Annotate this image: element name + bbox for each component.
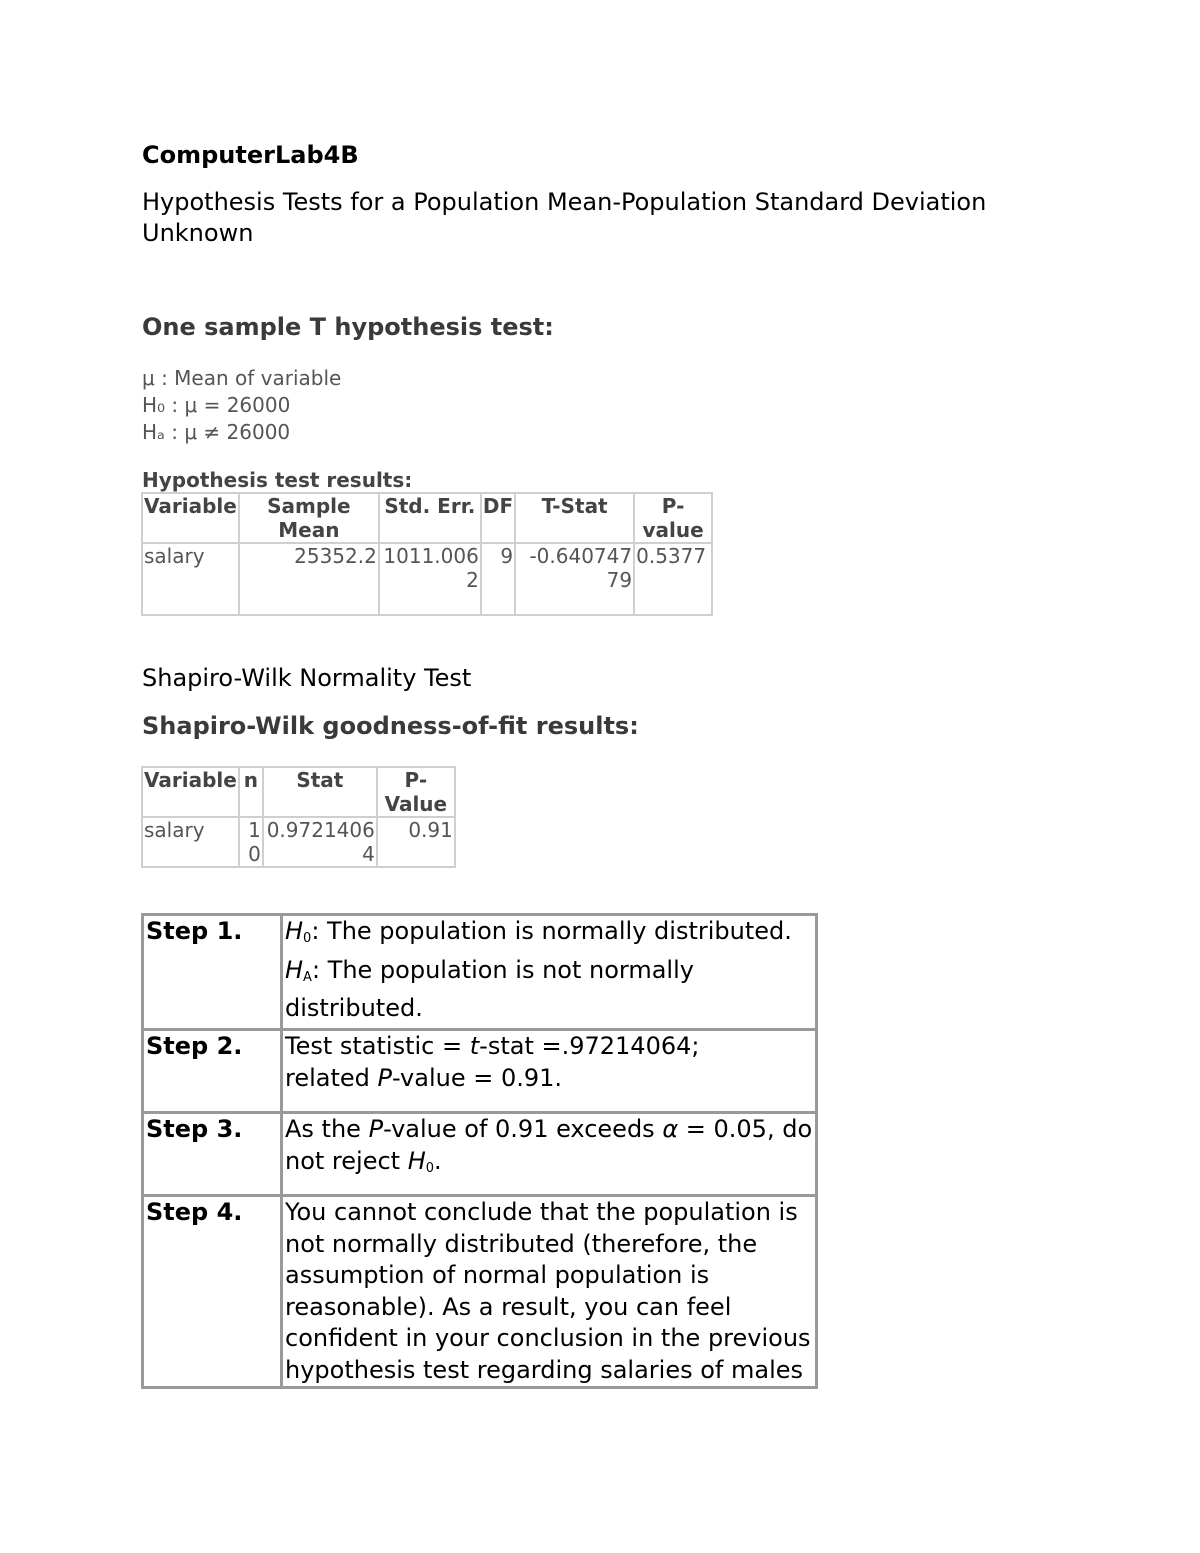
step-label: Step 3.: [143, 1113, 282, 1196]
shapiro-title: Shapiro-Wilk Normality Test: [142, 664, 472, 692]
col-header: n: [239, 767, 263, 817]
alt-hypothesis: Hₐ : μ ≠ 26000: [142, 420, 291, 444]
results-heading: Hypothesis test results:: [142, 468, 413, 492]
col-header: Stat: [263, 767, 377, 817]
col-header: Std. Err.: [379, 493, 481, 543]
col-header: P-value: [634, 493, 712, 543]
mu-definition: μ : Mean of variable: [142, 366, 342, 390]
table-row: [142, 543, 712, 615]
cell-df: 9: [481, 543, 515, 615]
cell-p-value: 0.91: [377, 817, 455, 867]
cell-sample-mean: 25352.2: [239, 543, 379, 615]
ttest-heading: One sample T hypothesis test:: [142, 313, 554, 341]
col-header: DF: [481, 493, 515, 543]
shapiro-results-table: [141, 766, 456, 868]
table-header-row: [142, 493, 712, 543]
cell-p-value: 0.5377: [634, 543, 712, 615]
step-row: [143, 1113, 817, 1196]
table-row: [142, 817, 455, 867]
cell-stat: 0.97214064: [263, 817, 377, 867]
cell-std-err: 1011.0062: [379, 543, 481, 615]
step-row: [143, 1030, 817, 1113]
hypothesis-block: [142, 365, 341, 446]
step-row: [143, 1196, 817, 1388]
col-header: Variable: [142, 493, 239, 543]
step-label: Step 4.: [143, 1196, 282, 1388]
null-hypothesis: H₀ : μ = 26000: [142, 393, 291, 417]
cell-n: 10: [239, 817, 263, 867]
step-body: As the P-value of 0.91 exceeds α = 0.05, do not reject $H_0$.: [282, 1113, 817, 1196]
col-header: P-Value: [377, 767, 455, 817]
col-header: T-Stat: [515, 493, 634, 543]
col-header: Sample Mean: [239, 493, 379, 543]
table-header-row: [142, 767, 455, 817]
step-label: Step 1.: [143, 915, 282, 1030]
step-row: [143, 915, 817, 1030]
document-subtitle: Hypothesis Tests for a Population Mean-Population Standard Deviation Unknown: [142, 188, 987, 247]
ttest-results-table: [141, 492, 713, 616]
document-title: ComputerLab4B: [142, 141, 359, 169]
step-body: $H_0$: The population is normally distributed. $H_A$: The population is not normally distributed.: [282, 915, 817, 1030]
shapiro-heading: Shapiro-Wilk goodness-of-fit results:: [142, 712, 639, 740]
cell-variable: salary: [142, 543, 239, 615]
cell-t-stat: -0.64074779: [515, 543, 634, 615]
steps-table: [141, 913, 818, 1389]
col-header: Variable: [142, 767, 239, 817]
cell-variable: salary: [142, 817, 239, 867]
step-body: Test statistic = t-stat =.97214064; related P-value = 0.91.: [282, 1030, 817, 1113]
step-label: Step 2.: [143, 1030, 282, 1113]
step-body: You cannot conclude that the population is not normally distributed (therefore, the assumption of normal population is reasonable). As a result, you can feel confident in your conclusion in the previous hypothesis test regarding salaries of males: [282, 1196, 817, 1388]
